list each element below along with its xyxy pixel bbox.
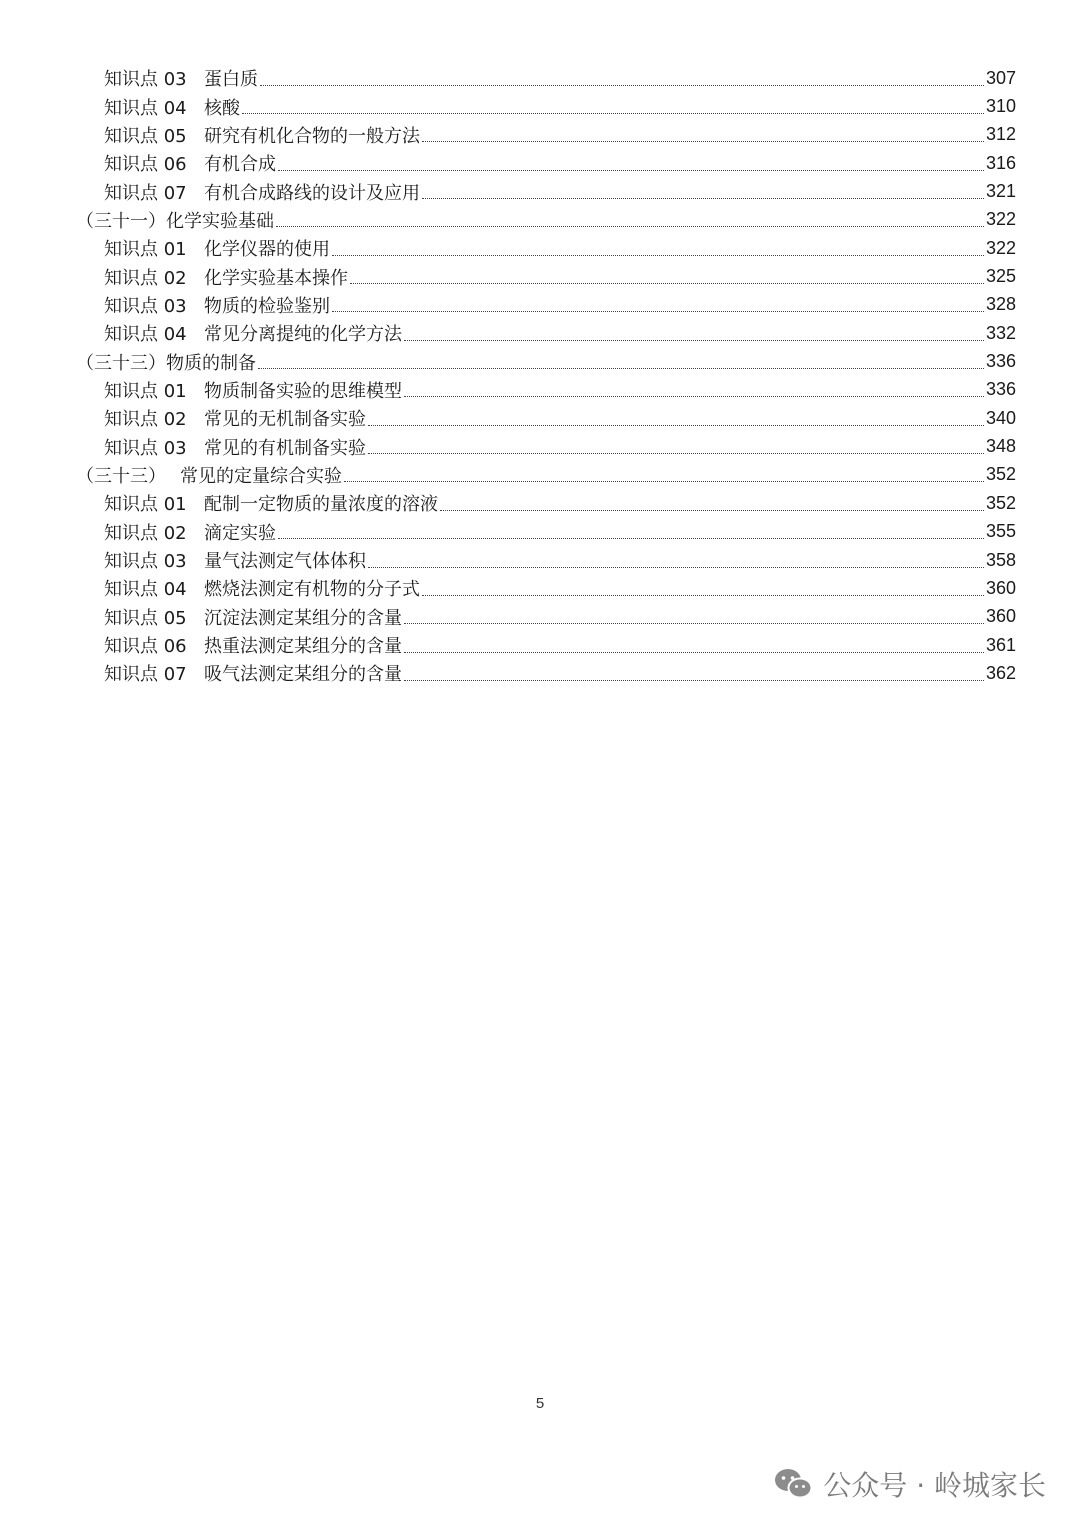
toc-entry-title: 常见分离提纯的化学方法	[204, 324, 402, 346]
dot-leader	[332, 311, 984, 312]
toc-entry-page: 332	[985, 322, 1016, 343]
dot-leader	[404, 680, 984, 681]
toc-entry-title: 有机合成	[204, 154, 276, 176]
toc-entry-title: 化学实验基本操作	[204, 267, 348, 289]
dot-leader	[276, 226, 984, 227]
toc-entry-number: 知识点 02	[104, 267, 187, 289]
toc-entry-title: 吸气法测定某组分的含量	[204, 664, 402, 686]
toc-entry-number: 知识点 06	[104, 154, 187, 176]
wechat-icon	[773, 1467, 813, 1501]
toc-entry-page: 322	[985, 237, 1016, 258]
toc-entry[interactable]	[76, 177, 1016, 205]
toc-entry[interactable]	[76, 432, 1016, 460]
toc-entry-page: 358	[985, 549, 1016, 570]
toc-section-entry[interactable]	[76, 206, 1016, 234]
watermark-text: 公众号 · 岭城家长	[823, 1469, 1046, 1502]
toc-entry-title: 物质制备实验的思维模型	[204, 380, 402, 402]
toc-entry[interactable]	[76, 262, 1016, 290]
toc-entry-number: 知识点 04	[104, 324, 187, 346]
toc-entry-title: 燃烧法测定有机物的分子式	[204, 579, 420, 601]
toc-entry[interactable]	[76, 234, 1016, 262]
toc-entry-page: 362	[985, 662, 1016, 683]
toc-entry-page: 312	[985, 124, 1016, 145]
toc-entry-title: 蛋白质	[204, 69, 258, 91]
toc-entry-page: 340	[985, 407, 1016, 428]
dot-leader	[344, 481, 984, 482]
toc-section-title: 化学实验基础	[166, 210, 274, 232]
dot-leader	[332, 255, 984, 256]
toc-entry-title: 热重法测定某组分的含量	[204, 636, 402, 658]
toc-entry-page: 325	[985, 266, 1016, 287]
toc-entry[interactable]	[76, 631, 1016, 659]
toc-section-entry[interactable]	[76, 347, 1016, 375]
dot-leader	[278, 170, 984, 171]
toc-entry-title: 核酸	[204, 97, 240, 119]
watermark	[773, 1464, 1046, 1504]
toc-entry-number: 知识点 04	[104, 97, 187, 119]
toc-entry-page: 328	[985, 294, 1016, 315]
toc-entry-title: 常见的有机制备实验	[204, 437, 366, 459]
dot-leader	[422, 141, 984, 142]
toc-entry-title: 沉淀法测定某组分的含量	[204, 607, 402, 629]
table-of-contents	[76, 64, 1016, 688]
toc-entry-page: 360	[985, 606, 1016, 627]
dot-leader	[242, 113, 984, 114]
toc-entry-page: 348	[985, 436, 1016, 457]
toc-entry-page: 307	[985, 67, 1016, 88]
dot-leader	[422, 198, 984, 199]
dot-leader	[404, 652, 984, 653]
dot-leader	[260, 85, 984, 86]
toc-section-entry[interactable]	[76, 461, 1016, 489]
toc-entry-page: 336	[985, 351, 1016, 372]
toc-entry-number: 知识点 06	[104, 636, 187, 658]
toc-section-title: 物质的制备	[166, 352, 256, 374]
toc-entry-title: 滴定实验	[204, 522, 276, 544]
toc-entry-page: 355	[985, 521, 1016, 542]
toc-entry-number: 知识点 01	[104, 239, 187, 261]
toc-entry[interactable]	[76, 546, 1016, 574]
toc-entry-number: 知识点 03	[104, 295, 187, 317]
dot-leader	[258, 368, 984, 369]
toc-entry-number: 知识点 03	[104, 551, 187, 573]
page-number: 5	[535, 1395, 545, 1412]
toc-entry[interactable]	[76, 659, 1016, 687]
toc-entry-page: 361	[985, 634, 1016, 655]
toc-entry-number: 知识点 05	[104, 607, 187, 629]
toc-entry[interactable]	[76, 603, 1016, 631]
toc-section-number: （三十一）	[76, 210, 166, 232]
dot-leader	[404, 340, 984, 341]
toc-entry[interactable]	[76, 518, 1016, 546]
toc-entry-page: 352	[985, 464, 1016, 485]
toc-entry[interactable]	[76, 64, 1016, 92]
toc-entry-page: 360	[985, 577, 1016, 598]
toc-entry-number: 知识点 05	[104, 125, 187, 147]
dot-leader	[422, 595, 984, 596]
toc-entry-page: 316	[985, 152, 1016, 173]
toc-entry[interactable]	[76, 489, 1016, 517]
toc-entry-title: 常见的无机制备实验	[204, 409, 366, 431]
toc-entry[interactable]	[76, 121, 1016, 149]
toc-entry-page: 322	[985, 209, 1016, 230]
toc-entry[interactable]	[76, 149, 1016, 177]
toc-entry-number: 知识点 04	[104, 579, 187, 601]
toc-entry[interactable]	[76, 574, 1016, 602]
dot-leader	[440, 510, 984, 511]
toc-entry-title: 配制一定物质的量浓度的溶液	[204, 494, 438, 516]
toc-section-title: 常见的定量综合实验	[180, 465, 342, 487]
toc-entry[interactable]	[76, 291, 1016, 319]
toc-entry-page: 321	[985, 181, 1016, 202]
dot-leader	[404, 396, 984, 397]
toc-entry[interactable]	[76, 404, 1016, 432]
dot-leader	[278, 538, 984, 539]
toc-entry-number: 知识点 01	[104, 380, 187, 402]
dot-leader	[368, 425, 984, 426]
toc-entry-number: 知识点 07	[104, 664, 187, 686]
toc-entry-page: 352	[985, 492, 1016, 513]
toc-entry-title: 有机合成路线的设计及应用	[204, 182, 420, 204]
toc-entry-page: 336	[985, 379, 1016, 400]
toc-entry-number: 知识点 03	[104, 69, 187, 91]
dot-leader	[368, 453, 984, 454]
toc-entry-number: 知识点 01	[104, 494, 187, 516]
toc-entry[interactable]	[76, 376, 1016, 404]
toc-entry-number: 知识点 02	[104, 409, 187, 431]
toc-entry-title: 物质的检验鉴别	[204, 295, 330, 317]
toc-entry-title: 量气法测定气体体积	[204, 551, 366, 573]
dot-leader	[368, 567, 984, 568]
toc-section-number: （三十三）	[76, 352, 166, 374]
toc-entry-number: 知识点 02	[104, 522, 187, 544]
toc-entry-page: 310	[985, 96, 1016, 117]
toc-entry[interactable]	[76, 319, 1016, 347]
toc-entry[interactable]	[76, 92, 1016, 120]
toc-entry-title: 研究有机化合物的一般方法	[204, 125, 420, 147]
toc-entry-number: 知识点 07	[104, 182, 187, 204]
toc-entry-number: 知识点 03	[104, 437, 187, 459]
toc-entry-title: 化学仪器的使用	[204, 239, 330, 261]
dot-leader	[350, 283, 984, 284]
toc-section-number: （三十三）	[76, 465, 166, 487]
dot-leader	[404, 623, 984, 624]
